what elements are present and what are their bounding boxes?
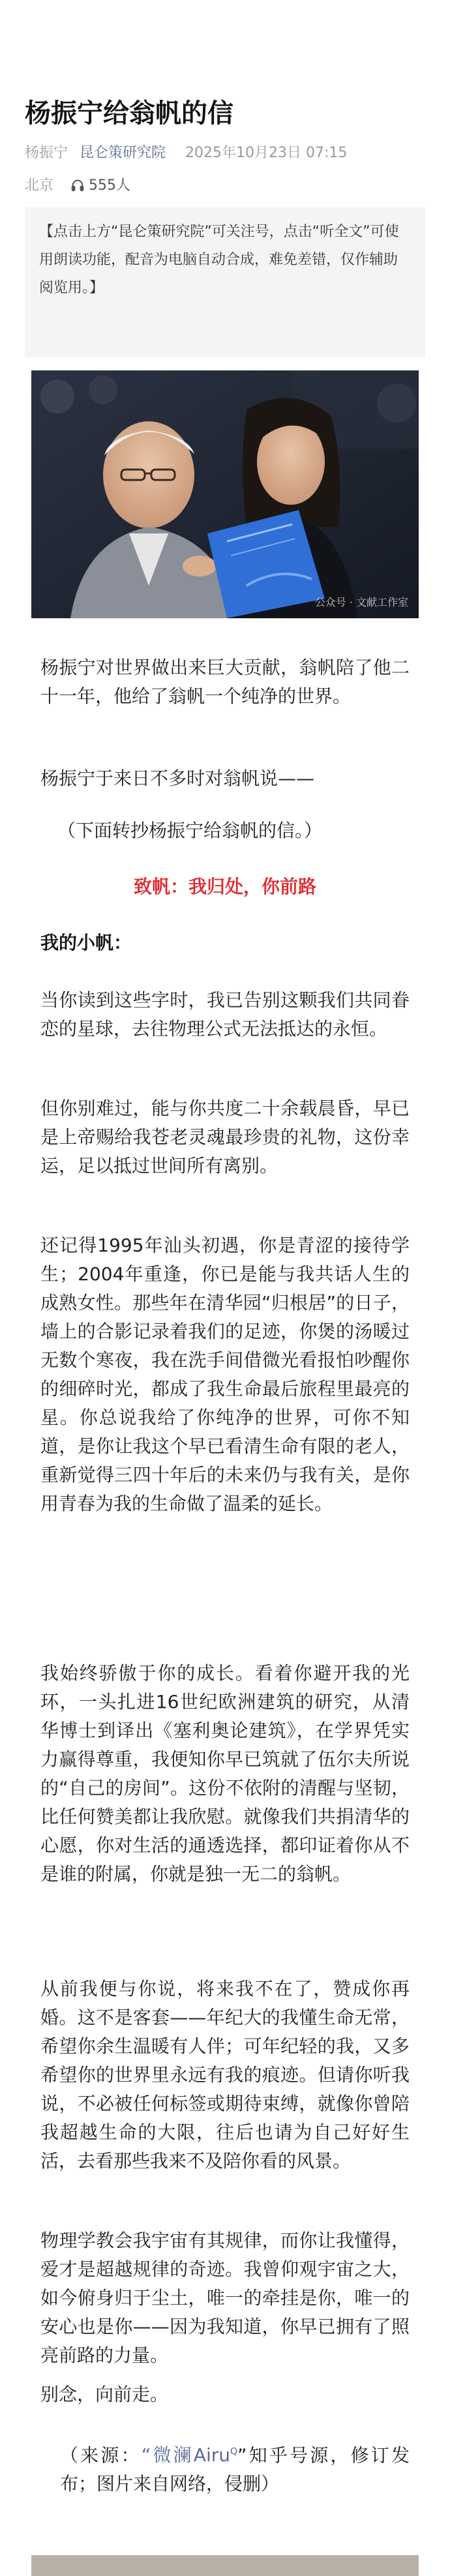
letter-paragraph: 还记得1995年汕头初遇，你是青涩的接待学生；2004年重逢，你已是能与我共话人生的成熟女性。那些年在清华园“归根居”的日子，墙上的合影记录着我们的足迹，你煲的汤暖过无数个寒夜，我在洗手间借微光看报怕吵醒你的细碎时光，都成了我生命最后旅程里最亮的星。你总说我给了你纯净的世界，可你不知道，是你让我这个早已看清生命有限的老人，重新觉得三四十年后的未来仍与我有关，是你用青春为我的生命做了温柔的延长。: [40, 1235, 410, 1514]
source-prefix: （来源：: [60, 2444, 142, 2466]
letter-salutation: 我的小帆：: [40, 932, 132, 953]
letter-paragraph: 当你读到这些字时，我已告别这颗我们共同眷恋的星球，去往物理公式无法抵达的永恒。: [40, 989, 410, 1040]
letter-heading: 致帆：我归处，你前路: [133, 876, 316, 897]
letter-paragraph: 我始终骄傲于你的成长。看着你避开我的光环，一头扎进16世纪欧洲建筑的研究，从清华博士到译出《塞利奥论建筑》，在学界凭实力赢得尊重，我便知你早已筑就了伍尔夫所说的“自己的房间”。这份不依附的清醒与坚韧，比任何赞美都让我欣慰。就像我们共捐清华的心愿，你对生活的通透选择，都印证着你从不是谁的附属，你就是独一无二的翁帆。: [40, 1662, 410, 1885]
listen-tip-notice: 【点击上方“昆仑策研究院”可关注号，点击“听全文”可使用朗读功能，配音为电脑自动合成，难免差错，仅作辅助阅览用。】: [25, 207, 425, 357]
headphones-icon: [70, 178, 85, 192]
next-image-preview: [31, 2555, 419, 2576]
article-photo: [31, 370, 419, 618]
photo-illustration: [31, 370, 419, 618]
article-title: 杨振宁给翁帆的信: [25, 98, 233, 128]
publish-location: 北京: [25, 177, 54, 194]
intro-paragraph-2: 杨振宁于来日不多时对翁帆说——: [40, 768, 315, 789]
source-name: “微澜Airu: [141, 2444, 230, 2466]
letter-paragraph: 从前我便与你说，将来我不在了，赞成你再婚。这不是客套——年纪大的我懂生命无常，希望你余生温暖有人伴；可年纪轻的我，又多希望你的世界里永远有我的痕迹。但请你听我说，不必被任何标签或期待束缚，就像你曾陪我超越生命的大限，往后也请为自己好好生活，去看那些我来不及陪你看的风景。: [40, 1978, 410, 2172]
search-icon: Q: [230, 2447, 238, 2457]
letter-paragraph: 物理学教会我宇宙有其规律，而你让我懂得，爱才是超越规律的奇迹。我曾仰观宇宙之大，如今俯身归于尘土，唯一的牵挂是你，唯一的安心也是你——因为我知道，你早已拥有了照亮前路的力量。: [40, 2230, 410, 2366]
listen-count: 555人: [89, 177, 131, 194]
transcription-note: （下面转抄杨振宁给翁帆的信。）: [57, 820, 323, 841]
source-suffix: ”知乎号源，修订发布；图片来自网络，侵删）: [60, 2444, 410, 2495]
photo-watermark: 公众号 · 文献工作室: [314, 596, 408, 608]
publish-date: 2025年10月23日 07:15: [185, 145, 348, 161]
article-meta-secondary: [25, 176, 130, 196]
letter-paragraph: 但你别难过，能与你共度二十余载晨昏，早已是上帝赐给我苍老灵魂最珍贵的礼物，这份幸运，足以抵过世间所有离别。: [40, 1098, 410, 1176]
source-link[interactable]: [142, 2444, 237, 2466]
source-note: [60, 2438, 410, 2498]
author-name: 杨振宁: [25, 145, 68, 161]
intro-paragraph: 杨振宁对世界做出来巨大贡献，翁帆陪了他二十一年，他给了翁帆一个纯净的世界。: [40, 657, 410, 707]
article-meta: [25, 143, 347, 163]
letter-closing: 别念，向前走。: [40, 2384, 169, 2405]
listen-button[interactable]: [70, 177, 130, 194]
account-link[interactable]: 昆仑策研究院: [80, 145, 166, 161]
